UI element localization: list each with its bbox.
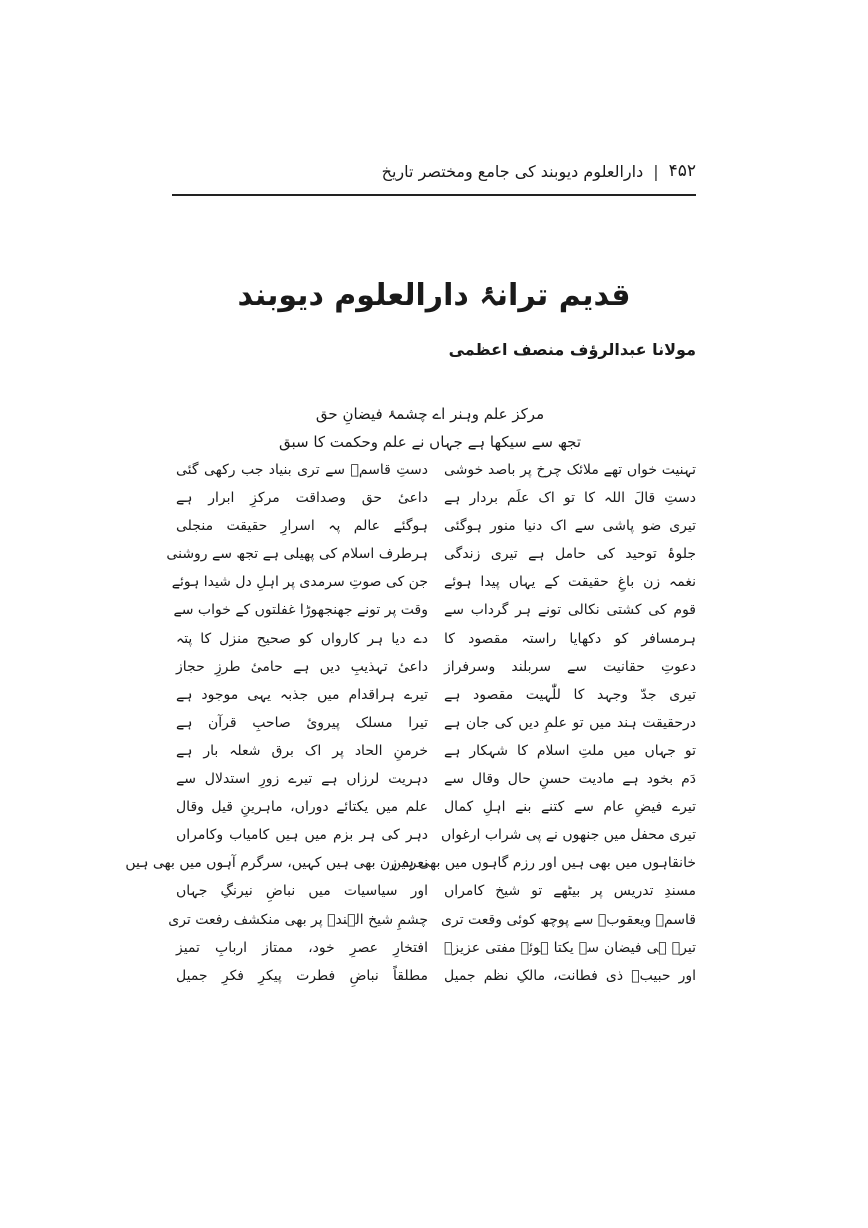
verse-line: تیری ضو پاشی سے اک دنیا منور ہوگئی (444, 518, 696, 535)
verse-line: تیری جدّ وجہد کا للّٰہیت مقصود ہے (444, 686, 696, 703)
verse-line: اور سیاسیات میں نباضِ نیرنگِ جہاں (176, 883, 428, 900)
book-title: دارالعلوم دیوبند کی جامع ومختصر تاریخ (381, 161, 644, 181)
poem-title: قدیم ترانۂ دارالعلوم دیوبند (237, 278, 631, 313)
verse-line: دہریت لرزاں ہے تیرے زورِ استدلال سے (176, 771, 428, 788)
poem-author: مولانا عبدالرؤف منصف اعظمی (448, 340, 696, 359)
verse-line: درحقیقت ہند میں تو علمِ دیں کی جان ہے (444, 714, 696, 731)
left-column (125, 456, 428, 990)
opening-line: مرکز علم وہنر اے چشمۂ فیضانِ حق (315, 405, 545, 423)
verse-line: دے دیا ہر کارواں کو صحیح منزل کا پتہ (176, 630, 428, 647)
header-rule (172, 194, 696, 196)
verse-line: دہر کی ہر بزم میں ہیں کامیاب وکامراں (176, 827, 428, 844)
verse-line: دستِ قاسمؒ سے تری بنیاد جب رکھی گئی (176, 462, 428, 478)
opening-couplet (260, 400, 600, 456)
verse-line: افتخارِ عصرِ خود، ممتاز اربابِ تمیز (176, 939, 428, 956)
running-header (172, 152, 696, 190)
verse-line: ہرطرف اسلام کی پھیلی ہے تجھ سے روشنی (166, 546, 428, 563)
verse-line: ہرمسافر کو دکھایا راستہ مقصود کا (444, 630, 696, 647)
verse-line: تیری محفل میں جنھوں نے پی شراب ارغواں (441, 827, 696, 844)
verse-line: وقت پر تونے جھنجھوڑا غفلتوں کے خواب سے (173, 602, 428, 619)
verse-line: تیرے ہراقدام میں جذبہ یہی موجود ہے (176, 686, 428, 703)
verse-line: تیرے فیضِ عام سے کتنے بنے اہلِ کمال (444, 799, 696, 816)
verse-line: ہوگئے عالم پہ اسرارِ حقیقت منجلی (176, 518, 428, 535)
verse-line: مسندِ تدریس پر بیٹھے تو شیخ کامراں (444, 883, 696, 900)
verse-line: خانقاہوں میں بھی ہیں اور رزم گاہوں میں بھی ہیں (390, 855, 696, 872)
verse-line: تو جہاں میں ملتِ اسلام کا شہکار ہے (444, 742, 696, 759)
page-number: ۴۵۲ (668, 161, 696, 181)
verse-line: تیرا مسلک پیرویٔ صاحبِ قرآن ہے (176, 714, 428, 731)
verse-line: قاسمؒ ویعقوبؒ سے پوچھ کوئی وقعت تری (441, 911, 696, 928)
verse-line: علم میں یکتائے دوراں، ماہرینِ قیل وقال (176, 799, 428, 816)
verse-line: نعرہ زن بھی ہیں کہیں، سرگرم آہوں میں بھی ہیں (125, 855, 428, 872)
opening-line: تجھ سے سیکھا ہے جہاں نے علم وحکمت کا سبق (278, 433, 582, 451)
verse-line: جلوۂ توحید کی حامل ہے تیری زندگی (444, 546, 696, 563)
verse-line: اور حبیبؒ ذی فطانت، مالکِ نظم جمیل (444, 967, 696, 984)
verse-line: چشمِ شیخ الہندؒ پر بھی منکشف رفعت تری (168, 911, 428, 928)
right-column (390, 456, 696, 990)
verse-line: تہنیت خواں تھے ملائک چرخ پر باصد خوشی (444, 462, 696, 478)
verse-line: دستِ قالَ اللہ کا تو اک علَم بردار ہے (444, 490, 696, 507)
header-separator: | (653, 161, 659, 181)
verse-line: مطلقاً نباضِ فطرت پیکرِ فکرِ جمیل (176, 967, 428, 984)
verse-line: دعوتِ حقانیت سے سربلند وسرفراز (444, 658, 696, 675)
verse-line: قوم کی کشتی نکالی تونے ہر گرداب سے (444, 602, 696, 619)
verse-line: داعیٔ حق وصداقت مرکزِ ابرار ہے (176, 490, 428, 507)
verse-line: جن کی صوتِ سرمدی پر اہلِ دل شیدا ہوئے (171, 574, 428, 591)
verse-line: خرمنِ الحاد پر اک برق شعلہ بار ہے (176, 742, 428, 759)
verse-line: نغمہ زن باغِ حقیقت کے یہاں پیدا ہوئے (444, 574, 696, 591)
verse-line: تیرے ہی فیضان سے یکتا ہوئے مفتی عزیزؒ (444, 939, 696, 956)
verse-line: دَم بخود ہے مادیت حسنِ حال وقال سے (444, 771, 696, 788)
verse-line: داعیٔ تہذیبِ دیں ہے حامیٔ طرزِ حجاز (176, 658, 428, 675)
